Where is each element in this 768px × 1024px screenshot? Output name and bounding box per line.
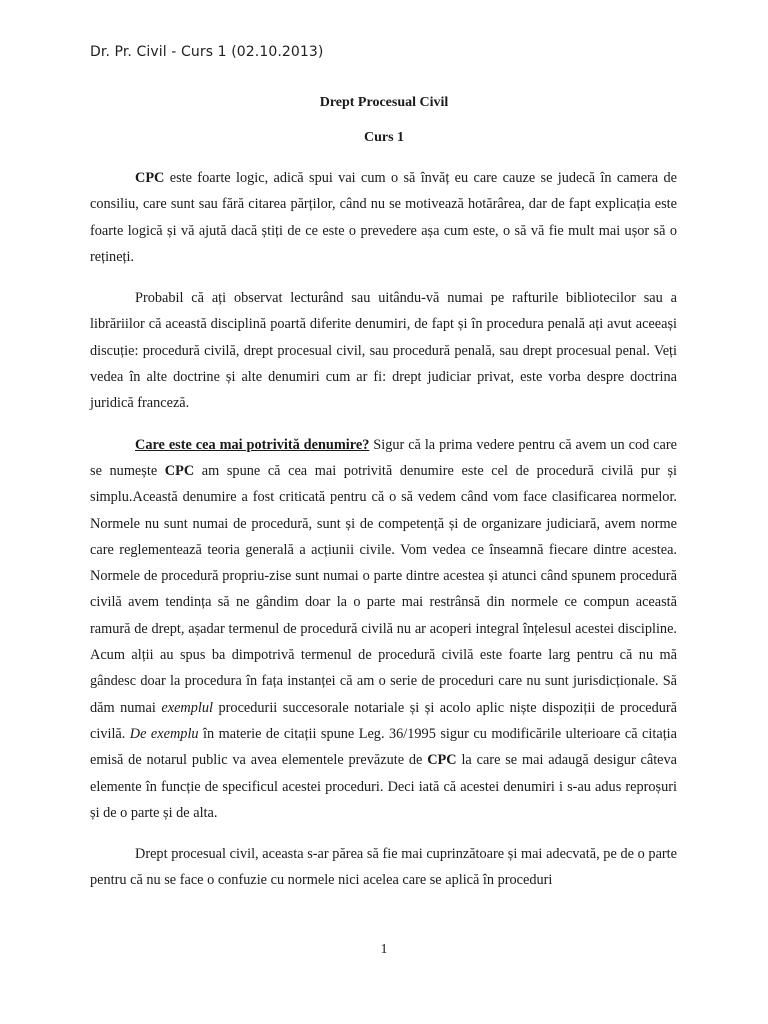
cpc-term: CPC: [135, 170, 165, 186]
page-number: 1: [380, 942, 388, 957]
paragraph-text: la care se mai adaugă desigur câteva elemente în funcție de specificul acestei proceduri. Deci iată că acestei denumiri i s-au adus reproșuri și de o parte și de alta.: [90, 752, 677, 821]
section-question: Care este cea mai potrivită denumire?: [135, 436, 370, 453]
paragraph-text: Sigur că la prima vedere pentru că avem un cod care se numește: [90, 436, 677, 479]
emphasis-text: De exemplu: [129, 725, 199, 742]
document-title: Drept Procesual Civil: [319, 95, 449, 110]
paragraph-text: în materie de citații spune Leg. 36/1995 sigur cu modificările ulterioare că citația emisă de notarul public va avea elementele prevăzute de: [90, 725, 677, 769]
paragraph-text: este foarte logic, adică spui vai cum o să învăț eu care cauze se judecă în camera de consiliu, care sunt sau fără citarea părților, când nu se motivează hotărârea, dar de fapt explicația este foarte logică și vă ajută dacă știți de ce este o prevedere așa cum este, o să vă fie mult mai ușor să o rețineți.: [90, 170, 677, 265]
paragraph-2: [90, 285, 677, 416]
emphasis-text: exemplul: [161, 699, 213, 716]
cpc-term: CPC: [427, 752, 457, 769]
document-subtitle: Curs 1: [363, 130, 405, 145]
paragraph-text: Drept procesual civil, aceasta s-ar părea să fie mai cuprinzătoare și mai adecvată, pe de o parte pentru că nu se face o confuzie cu normele nici acelea care se aplică în proceduri: [90, 846, 677, 889]
paragraph-text: procedurii succesorale notariale și și acolo aplic niște dispoziții de procedură civilă.: [90, 699, 677, 742]
paragraph-4: [90, 841, 677, 894]
document-body: [90, 165, 677, 909]
running-header: Dr. Pr. Civil - Curs 1 (02.10.2013): [90, 44, 324, 60]
paragraph-text: Probabil că ați observat lecturând sau uitându-vă numai pe rafturile bibliotecilor sau a librăriilor că această disciplină poartă diferite denumiri, de fapt și în procedura penală ați avut aceeași discuție: procedură civilă, drept procesual civil, sau procedură penală, sau drept procesual penal. Veți vedea în alte doctrine și alte denumiri cum ar fi: drept judiciar privat, este vorba despre doctrina juridică franceză.: [90, 290, 677, 412]
paragraph-text: am spune că cea mai potrivită denumire este cel de procedură civilă pur și simplu.Această denumire a fost criticată pentru că o să vedem când vom face clasificarea normelor. Normele nu sunt numai de procedură, sunt și de competență și de organizare judiciară, avem norme care reglementează teoria generală a acțiunii civile. Vom vedea ce înseamnă fiecare dintre acestea. Normele de procedură propriu-zise sunt numai o parte dintre acestea și atunci când spunem procedură civilă avem tendința să ne gândim doar la o parte mai restrânsă din normele ce compun această ramură de drept, așadar termenul de procedură civilă nu ar acoperi integral înțelesul acestei discipline. Acum alții au spus ba dimpotrivă termenul de procedură civilă este foarte larg pentru că nu mă gândesc doar la procedura în fața instanței că am o serie de proceduri care nu sunt jurisdicționale. Să dăm numai: [90, 462, 677, 716]
paragraph-1: [90, 165, 677, 270]
cpc-term: CPC: [164, 462, 195, 479]
paragraph-3: [90, 432, 677, 826]
